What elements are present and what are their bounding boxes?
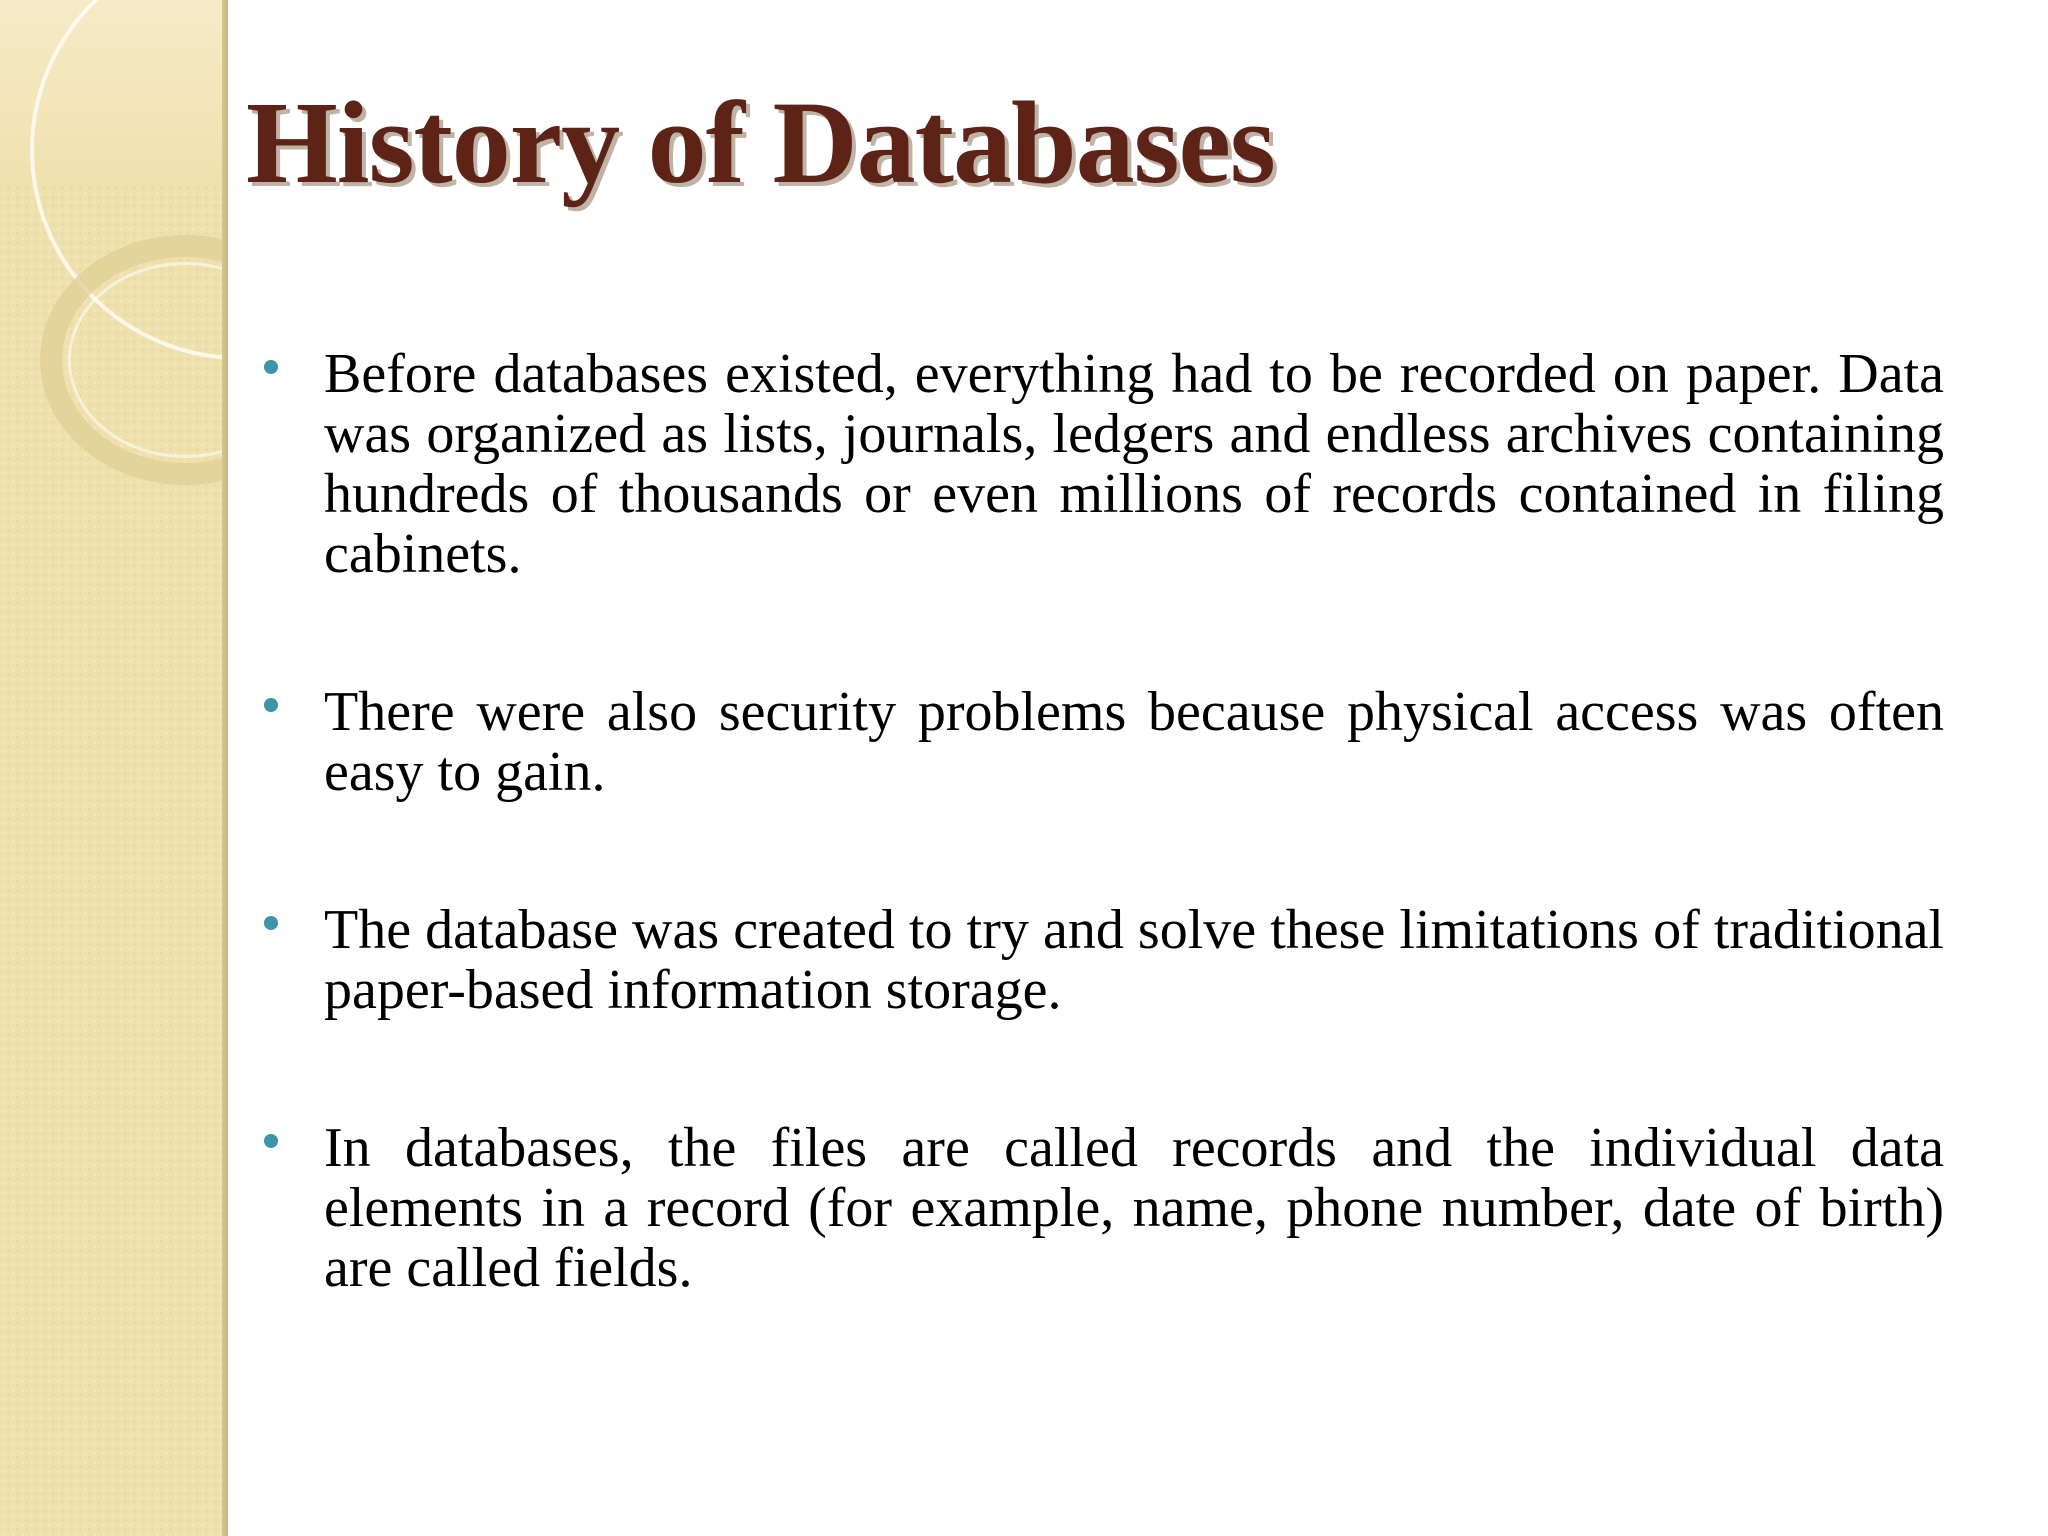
bullet-dot-icon (264, 698, 278, 712)
bullet-dot-icon (264, 360, 278, 374)
bullet-dot-icon (264, 916, 278, 930)
bullet-text: There were also security problems because physical access was often easy to gain. (324, 681, 1944, 803)
bullet-text: The database was created to try and solve these limitations of traditional paper-based information storage. (324, 899, 1944, 1021)
sidebar-edge (222, 0, 228, 1536)
bullet-item (260, 900, 1944, 1020)
bullet-dot-icon (264, 1134, 278, 1148)
bullet-item (260, 1118, 1944, 1298)
bullet-item (260, 682, 1944, 802)
bullet-item (260, 344, 1944, 584)
slide-title: History of Databases (246, 77, 1275, 208)
bullet-text: In databases, the files are called records and the individual data elements in a record (for example, name, phone number, date of birth) are called fields. (324, 1117, 1944, 1299)
bullet-list (260, 344, 1944, 1298)
bullet-text: Before databases existed, everything had to be recorded on paper. Data was organized as lists, journals, ledgers and endless archives containing hundreds of thousands or even millions of records contained in filing cabinets. (324, 343, 1944, 585)
decorative-sidebar (0, 0, 228, 1536)
